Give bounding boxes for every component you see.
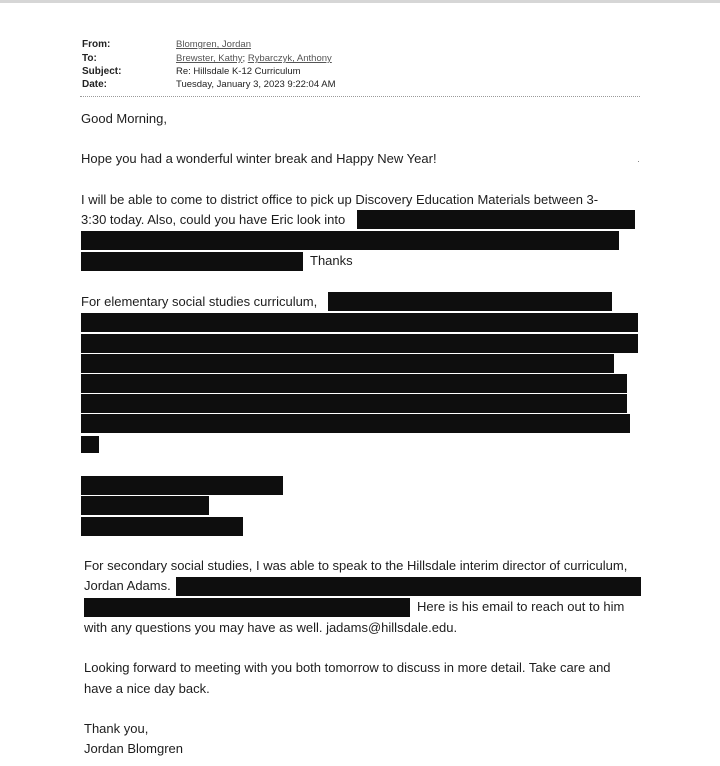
paragraph-3-line-3-end: Here is his email to reach out to him: [417, 599, 625, 614]
redaction-block: [81, 252, 303, 271]
paragraph-3-line-1: For secondary social studies, I was able to speak to the Hillsdale interim director of curriculum,: [84, 558, 628, 573]
paragraph-2-line-1: For elementary social studies curriculum,: [81, 294, 318, 309]
subject-value: Re: Hillsdale K-12 Curriculum: [176, 66, 301, 77]
to-separator: ;: [242, 53, 248, 64]
redaction-block: [81, 394, 627, 413]
redaction-block: [81, 313, 638, 332]
paragraph-4-line-1: Looking forward to meeting with you both tomorrow to discuss in more detail. Take care and: [84, 660, 611, 675]
redaction-block: [81, 436, 99, 453]
paragraph-3-line-2: Jordan Adams.: [84, 578, 171, 593]
greeting: Good Morning,: [81, 111, 167, 126]
header-separator: [80, 96, 640, 97]
to-value: [176, 53, 332, 64]
paragraph-1-line-1: I will be able to come to district office to pick up Discovery Education Materials between 3-: [81, 192, 599, 207]
redaction-block: [81, 374, 627, 393]
holiday-line: Hope you had a wonderful winter break and Happy New Year!: [81, 151, 437, 166]
paragraph-1-line-2: 3:30 today. Also, could you have Eric look into: [81, 212, 346, 227]
to-label: To:: [82, 53, 97, 64]
paragraph-4-line-2: have a nice day back.: [84, 681, 210, 696]
signature: Jordan Blomgren: [84, 741, 183, 756]
page-top-edge: [0, 0, 720, 3]
redaction-block: [81, 354, 614, 373]
to-recipient-2[interactable]: Rybarczyk, Anthony: [247, 53, 332, 64]
redaction-block: [81, 334, 638, 353]
closing: Thank you,: [84, 721, 149, 736]
redaction-block: [81, 517, 243, 536]
from-value[interactable]: Blomgren, Jordan: [176, 39, 251, 50]
redaction-block: [176, 577, 641, 596]
date-value: Tuesday, January 3, 2023 9:22:04 AM: [176, 79, 336, 90]
subject-label: Subject:: [82, 66, 122, 77]
redaction-block: [81, 414, 630, 433]
paragraph-3-line-4: with any questions you may have as well. jadams@hillsdale.edu.: [84, 620, 458, 635]
redaction-block: [81, 496, 209, 515]
to-recipient-1[interactable]: Brewster, Kathy: [176, 53, 243, 64]
redaction-block: [81, 231, 619, 250]
redaction-block: [357, 210, 635, 229]
redaction-block: [81, 476, 283, 495]
date-label: Date:: [82, 79, 108, 90]
redaction-block: [328, 292, 612, 311]
redaction-block: [84, 598, 410, 617]
scan-speck: [638, 161, 639, 162]
from-label: From:: [82, 39, 111, 50]
thanks-text: Thanks: [310, 253, 353, 268]
